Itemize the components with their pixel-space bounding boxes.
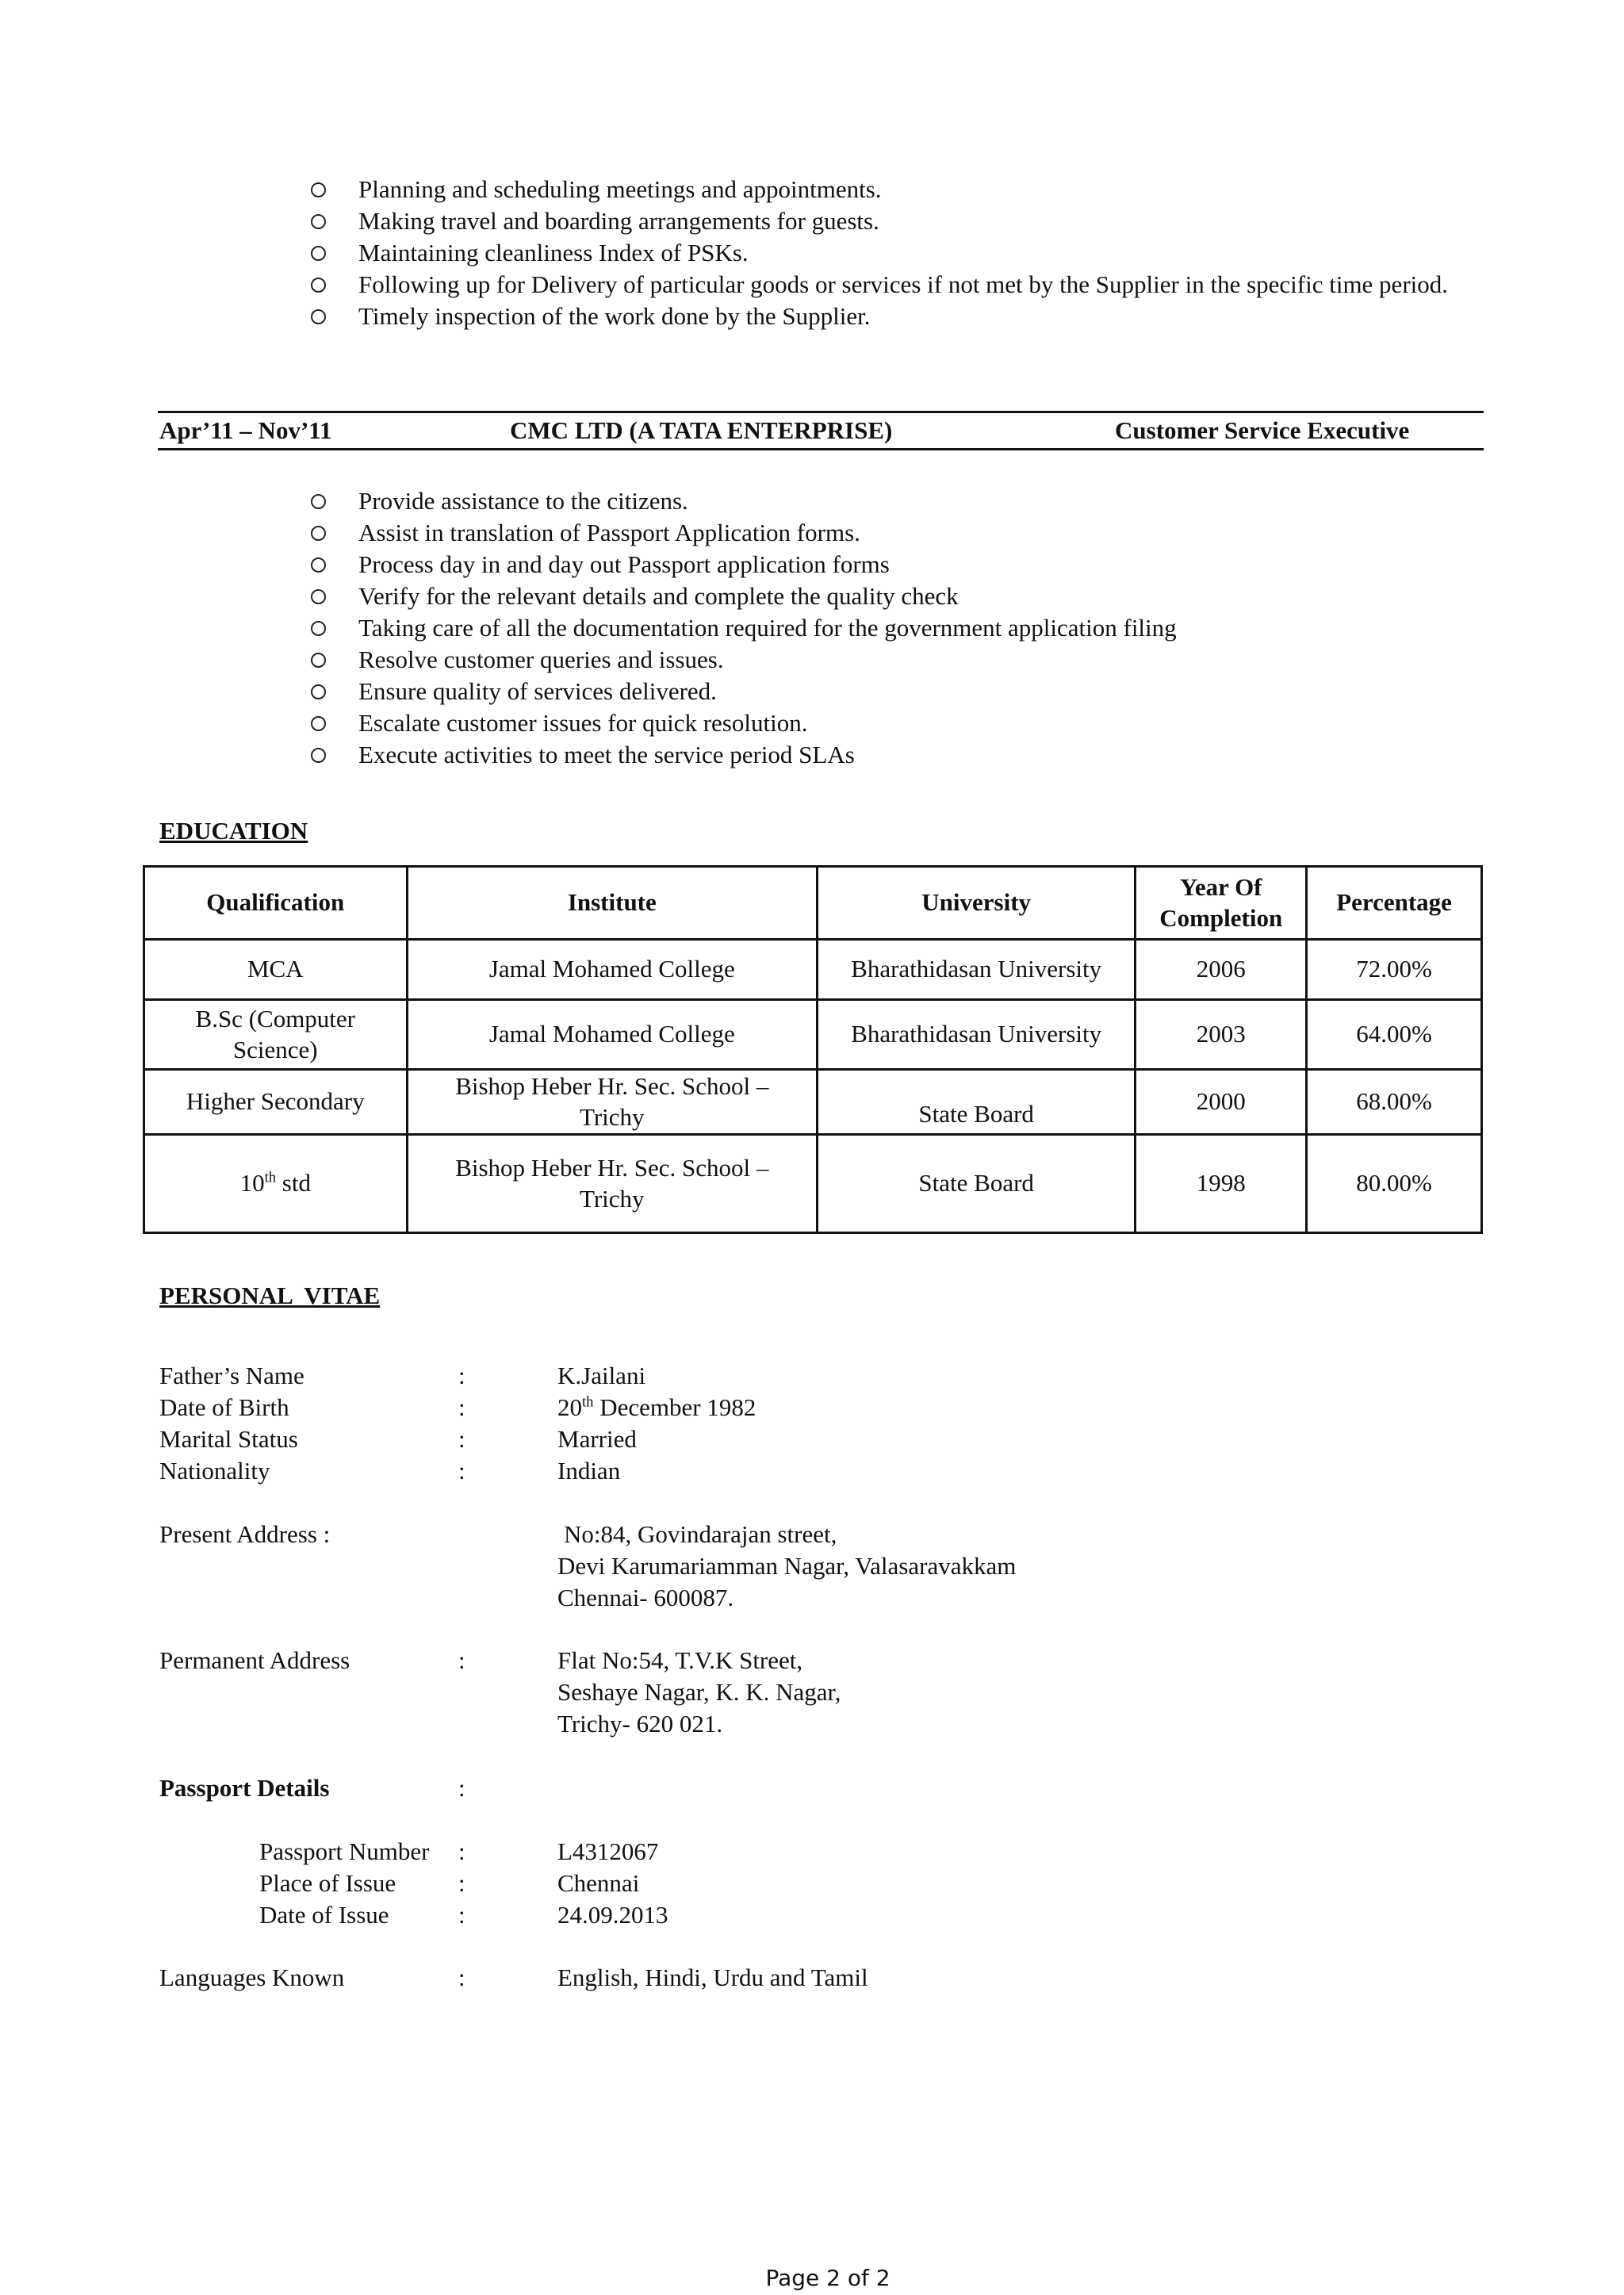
- table-row: [144, 1135, 1482, 1233]
- header-percentage: Percentage: [1307, 867, 1482, 940]
- list-item: Maintaining cleanliness Index of PSKs.: [311, 237, 1469, 269]
- date-of-issue-value: 24.09.2013: [557, 1901, 668, 1929]
- passport-number-label: Passport Number: [259, 1837, 430, 1865]
- cell-qualification: Higher Secondary: [144, 1070, 408, 1135]
- cell-percentage: 64.00%: [1307, 1000, 1482, 1070]
- bullet-icon: [311, 684, 326, 699]
- job-period: Apr’11 – Nov’11: [159, 416, 332, 444]
- colon: :: [458, 1457, 465, 1485]
- personal-vitae-heading: PERSONAL VITAE: [159, 1282, 381, 1309]
- education-heading: EDUCATION: [159, 817, 308, 845]
- colon: :: [458, 1837, 465, 1865]
- header-year: Year Of Completion: [1136, 867, 1307, 940]
- list-item: Assist in translation of Passport Application forms.: [311, 517, 1469, 549]
- cell-year: 2006: [1136, 940, 1307, 1000]
- list-item: Planning and scheduling meetings and appointments.: [311, 174, 1469, 205]
- marital-status-value: Married: [557, 1425, 637, 1453]
- cell-institute: Jamal Mohamed College: [407, 1000, 818, 1070]
- colon: :: [458, 1425, 465, 1453]
- passport-details-label: Passport Details: [159, 1774, 330, 1802]
- date-of-issue-label: Date of Issue: [259, 1901, 389, 1929]
- bullet-icon: [311, 748, 326, 763]
- list-item: Ensure quality of services delivered.: [311, 676, 1469, 707]
- colon: :: [458, 1393, 465, 1421]
- colon: :: [458, 1901, 465, 1929]
- colon: :: [458, 1362, 465, 1389]
- marital-status-label: Marital Status: [159, 1425, 298, 1453]
- languages-value: English, Hindi, Urdu and Tamil: [557, 1964, 868, 1991]
- job-company: CMC LTD (A TATA ENTERPRISE): [510, 416, 893, 444]
- bullet-icon: [311, 557, 326, 573]
- place-of-issue-label: Place of Issue: [259, 1869, 396, 1897]
- list-item: Provide assistance to the citizens.: [311, 485, 1469, 517]
- bullet-icon: [311, 246, 326, 261]
- list-item: Execute activities to meet the service period SLAs: [311, 739, 1469, 771]
- colon: :: [458, 1646, 465, 1674]
- cell-university: Bharathidasan University: [818, 940, 1136, 1000]
- responsibilities-list: [311, 174, 1469, 332]
- header-qualification: Qualification: [144, 867, 408, 940]
- bullet-icon: [311, 309, 326, 324]
- list-item: Making travel and boarding arrangements for guests.: [311, 205, 1469, 237]
- table-row: [144, 1000, 1482, 1070]
- cell-university: State Board: [818, 1070, 1136, 1135]
- table-row: [144, 1070, 1482, 1135]
- table-row: [144, 940, 1482, 1000]
- colon: :: [458, 1964, 465, 1991]
- cell-qualification: MCA: [144, 940, 408, 1000]
- cell-institute: Jamal Mohamed College: [407, 940, 818, 1000]
- cell-university: State Board: [818, 1135, 1136, 1233]
- list-item: Verify for the relevant details and complete the quality check: [311, 580, 1469, 612]
- permanent-address-label: Permanent Address: [159, 1646, 350, 1674]
- present-address-line: Chennai- 600087.: [557, 1584, 734, 1611]
- header-institute: Institute: [407, 867, 818, 940]
- dob-value: 20th December 1982: [557, 1393, 756, 1421]
- list-item: Timely inspection of the work done by the Supplier.: [311, 301, 1469, 332]
- job-header-bottom-rule: [158, 448, 1484, 450]
- cell-year: 2000: [1136, 1070, 1307, 1135]
- nationality-label: Nationality: [159, 1457, 270, 1485]
- job-header-top-rule: [158, 411, 1484, 413]
- permanent-address-line: Seshaye Nagar, K. K. Nagar,: [557, 1678, 841, 1706]
- colon: :: [458, 1869, 465, 1897]
- permanent-address-line: Flat No:54, T.V.K Street,: [557, 1646, 803, 1674]
- present-address-line: No:84, Govindarajan street,: [564, 1520, 837, 1548]
- cell-qualification: 10th std: [144, 1135, 408, 1233]
- present-address-line: Devi Karumariamman Nagar, Valasaravakkam: [557, 1552, 1017, 1580]
- languages-label: Languages Known: [159, 1964, 345, 1991]
- bullet-icon: [311, 278, 326, 293]
- bullet-icon: [311, 494, 326, 509]
- bullet-icon: [311, 526, 326, 541]
- present-address-label: Present Address :: [159, 1520, 331, 1548]
- cell-percentage: 68.00%: [1307, 1070, 1482, 1135]
- cell-university: Bharathidasan University: [818, 1000, 1136, 1070]
- cell-year: 1998: [1136, 1135, 1307, 1233]
- bullet-icon: [311, 214, 326, 229]
- permanent-address-line: Trichy- 620 021.: [557, 1710, 723, 1738]
- cell-percentage: 72.00%: [1307, 940, 1482, 1000]
- list-item: Process day in and day out Passport application forms: [311, 549, 1469, 580]
- cell-institute: Bishop Heber Hr. Sec. School – Trichy: [407, 1070, 818, 1135]
- nationality-value: Indian: [557, 1457, 621, 1485]
- cell-percentage: 80.00%: [1307, 1135, 1482, 1233]
- bullet-icon: [311, 589, 326, 604]
- dob-label: Date of Birth: [159, 1393, 289, 1421]
- bullet-icon: [311, 182, 326, 197]
- job-duties-list: [311, 485, 1469, 771]
- bullet-icon: [311, 716, 326, 731]
- list-item: Following up for Delivery of particular goods or services if not met by the Supplier in the specific time period.: [311, 269, 1469, 301]
- education-table: [143, 865, 1483, 1234]
- header-university: University: [818, 867, 1136, 940]
- bullet-icon: [311, 653, 326, 668]
- cell-year: 2003: [1136, 1000, 1307, 1070]
- list-item: Escalate customer issues for quick resolution.: [311, 707, 1469, 739]
- list-item: Resolve customer queries and issues.: [311, 644, 1469, 676]
- passport-number-value: L4312067: [557, 1837, 659, 1865]
- colon: :: [458, 1774, 465, 1802]
- cell-institute: Bishop Heber Hr. Sec. School – Trichy: [407, 1135, 818, 1233]
- cell-qualification: B.Sc (Computer Science): [144, 1000, 408, 1070]
- table-header-row: [144, 867, 1482, 940]
- bullet-icon: [311, 621, 326, 636]
- place-of-issue-value: Chennai: [557, 1869, 640, 1897]
- list-item: Taking care of all the documentation required for the government application filing: [311, 612, 1469, 644]
- job-role: Customer Service Executive: [1115, 416, 1410, 444]
- fathers-name-label: Father’s Name: [159, 1362, 304, 1389]
- fathers-name-value: K.Jailani: [557, 1362, 646, 1389]
- page-number: Page 2 of 2: [765, 2265, 891, 2291]
